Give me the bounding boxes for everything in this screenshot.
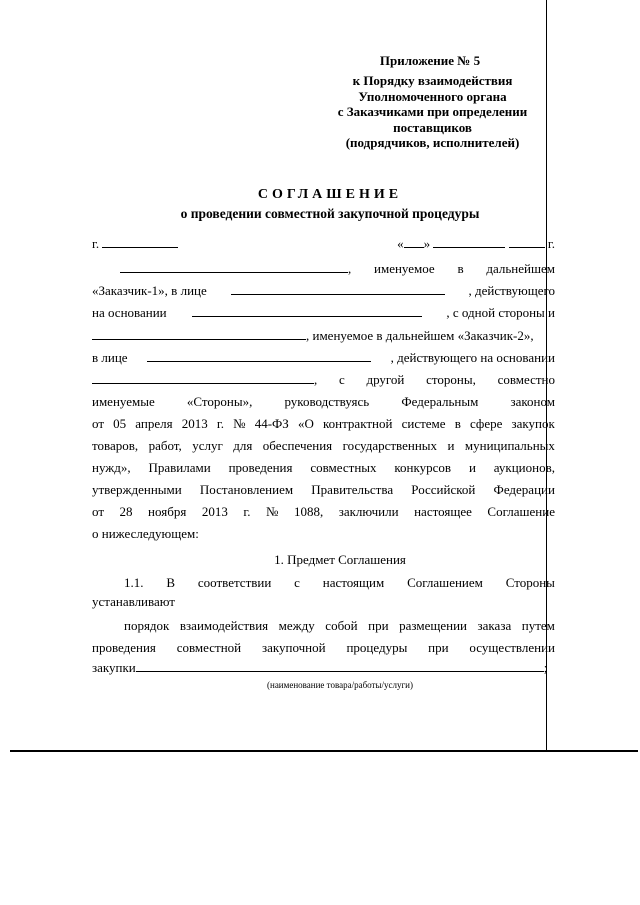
annex-line: с Заказчиками при определении (337, 104, 528, 119)
body-line: от 28 ноября 2013 г. № 1088, заключили настоящее Соглашение (92, 504, 555, 519)
body-line: утвержденными Постановлением Правительства Российской Федерации (92, 482, 555, 497)
body-line: в лице , действующего на основании (92, 350, 555, 365)
annex-subtitle (320, 73, 545, 151)
body-line: именуемые «Стороны», руководствуясь Федеральным законом (92, 394, 555, 409)
day-blank (404, 237, 424, 248)
party1-rep-blank (231, 284, 445, 295)
party2-basis-blank (92, 373, 314, 384)
annex-line: Уполномоченного органа (358, 88, 507, 104)
paragraph-line: проведения совместной закупочной процедуры при осуществлении (92, 640, 555, 655)
paragraph-line: порядок взаимодействия между собой при размещении заказа путем (124, 618, 555, 633)
body-line: на основании , с одной стороны и (92, 305, 555, 320)
paragraph-line: устанавливают (92, 594, 175, 609)
city-field: г. (92, 236, 178, 252)
field-caption: (наименование товара/работы/услуги) (267, 680, 413, 690)
annex-line: (подрядчиков, исполнителей) (345, 135, 520, 150)
party1-name-blank (120, 262, 348, 273)
document-title: СОГЛАШЕНИЕ (257, 187, 403, 202)
annex-line: поставщиков (393, 119, 472, 135)
party2-name-blank (92, 329, 306, 340)
body-line: о нижеследующем: (92, 526, 199, 541)
body-line: от 05 апреля 2013 г. № 44-ФЗ «О контрактной системе в сфере закупок (92, 416, 555, 431)
body-line: «Заказчик-1», в лице , действующего (92, 283, 555, 298)
procurement-subject-blank (136, 661, 544, 672)
document-subtitle: о проведении совместной закупочной процедуры (180, 206, 480, 221)
paragraph-line: закупки ; (92, 660, 548, 675)
body-line: , именуемое в дальнейшем (120, 261, 555, 281)
page-bottom-line (10, 750, 638, 752)
party2-rep-blank (147, 351, 371, 362)
date-field: « » г. (397, 236, 555, 251)
body-line: , с другой стороны, совместно (92, 372, 555, 392)
body-line: товаров, работ, услуг для обеспечения государственных и муниципальных (92, 438, 555, 453)
party1-basis-blank (192, 306, 422, 317)
body-line: , именуемое в дальнейшем «Заказчик-2», (92, 328, 555, 348)
section-heading: 1. Предмет Соглашения (274, 552, 406, 567)
body-line: нужд», Правилами проведения совместных конкурсов и аукционов, (92, 460, 555, 475)
city-blank (102, 237, 178, 248)
year-blank (509, 237, 545, 248)
paragraph-line: 1.1. В соответствии с настоящим Соглашением Стороны (124, 575, 555, 590)
month-blank (433, 237, 505, 248)
city-date-line (92, 236, 555, 256)
annex-title: Приложение № 5 (379, 53, 481, 68)
annex-line: к Порядку взаимодействия (352, 73, 513, 88)
